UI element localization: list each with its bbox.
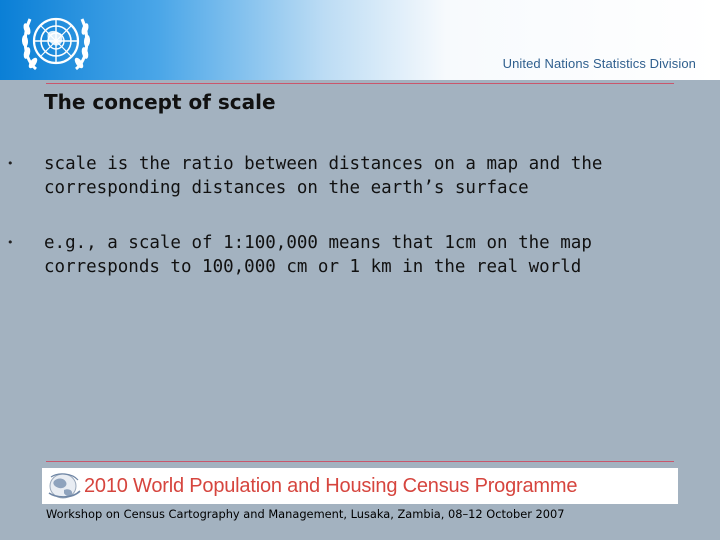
bullet-item — [0, 231, 720, 279]
footer-divider — [46, 461, 674, 462]
globe-icon — [46, 471, 82, 501]
bullet-text: scale is the ratio between distances on a map and the corresponding distances on the earth’s surface — [44, 154, 603, 198]
un-emblem-icon — [18, 7, 94, 75]
workshop-caption: Workshop on Census Cartography and Management, Lusaka, Zambia, 08–12 October 2007 — [46, 507, 565, 521]
bullet-item — [0, 152, 720, 200]
header-divider — [46, 83, 674, 84]
division-title: United Nations Statistics Division — [502, 56, 696, 71]
slide-header — [0, 0, 720, 80]
census-programme-banner — [42, 468, 678, 504]
bullet-text: e.g., a scale of 1:100,000 means that 1cm on the map corresponds to 100,000 cm or 1 km in the real world — [44, 233, 592, 277]
bullet-marker: • — [7, 236, 14, 249]
bullet-marker: • — [7, 157, 14, 170]
bullet-list — [0, 152, 720, 310]
banner-title: 2010 World Population and Housing Census Programme — [84, 474, 578, 497]
slide-title: The concept of scale — [44, 90, 276, 114]
